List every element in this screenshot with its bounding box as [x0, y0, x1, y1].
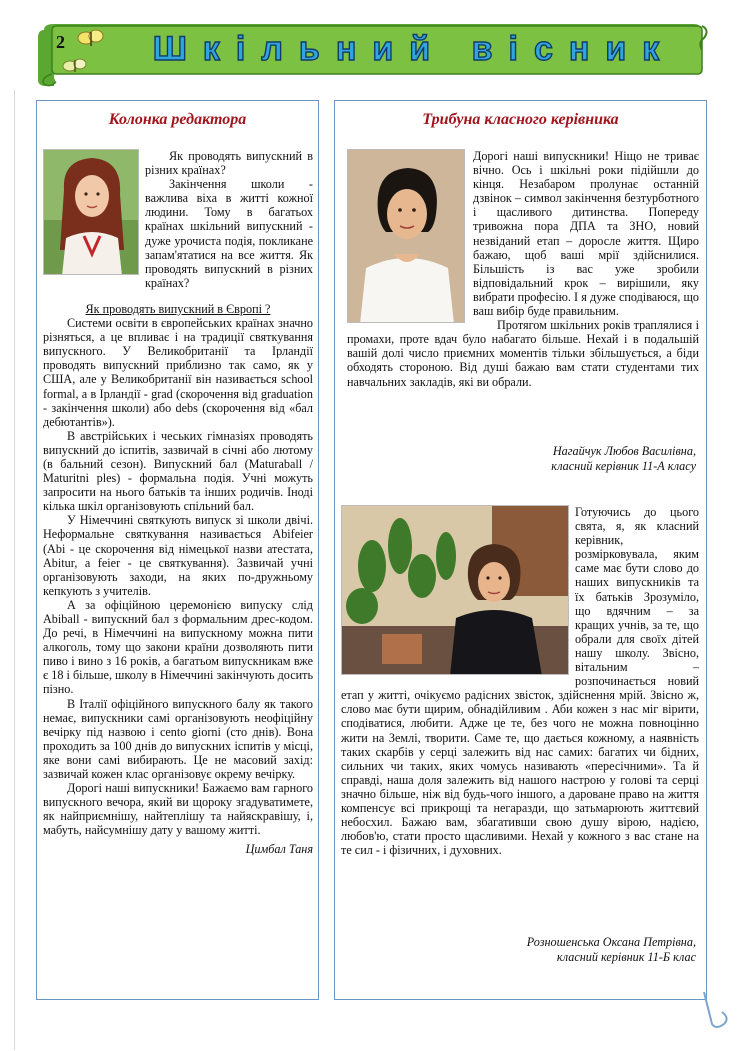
- header-banner: [34, 22, 710, 88]
- newspaper-title: Шкільний вісник: [152, 30, 676, 68]
- teacher-a-text: Дорогі наші випускники! Ніщо не триває вічно. Ось і шкільні роки підійшли до кінця. Незабаром пролунає останній дзвінок – символ закінчення безтурботного і щасливого дитинства. Попереду тривожна пора ДПА та ЗНО, новий незвіданий етап – доросле життя. Щиро бажаю, щоб ваші мрії здійснилися. Більшість із вас уже зробили відповідальний крок – вирішили, яку вибрати професію. І я дуже сподіваюся, що ваш вибір буде правильним. Протягом шкільних років траплялися і промахи, проте вдач було набагато більше. Нехай і в подальшій вашій долі число приємних моментів тільки збільшується, а біди обходять стороною. Від душі бажаю вам стати студентами тих навчальних закладів, які ви обрали.: [347, 149, 699, 389]
- girl-portrait-icon: [43, 149, 139, 275]
- teacher-b-text: Готуючись до цього свята, я, як класний керівник, розмірковувала, яким саме має бути слово до наших випускників та їх батьків Зрозуміло, що вдячним – за кращих учнів, за те, що обрали для своїх дітей нашу школу. Звісно, вітальним – розпочинається новий етап у житті, очікуємо радісних звісток, здійснення мрій. Звісно ж, слово має бути щирим, обнадійливим . Аби кожен з нас міг вірити, сподіватися, любити. Адже це те, без чого не можна повноцінно жити на Землі, творити. Саме те, що дається кожному, а наявність таких скарбів у серці залежить від нас самих: багатих чи бідних, сильних чи таких, яких чомусь називають «пересічними». Та й справді, наша доля залежить від нашого настрою у голові та серці значно більше, ніж від будь-чого іншого, а дароване право на життя компенсує всі прикрощі та негаразди, що затьмарюють життєвий небосхил. Бажаю вам, збагативши свою душу вірою, надією, любов'ю, стати просто щасливими. Нехай у кожного з вас стане на те сил - і фізичних, і духовних.: [341, 505, 699, 858]
- teacher-at-desk-photo-icon: [341, 505, 569, 675]
- editor-signature: Цимбал Таня: [245, 841, 313, 856]
- editor-intro: Як проводять випускний в різних країнах? Закінчення школи - важлива віха в житті кожної людини. Тому в багатьох країнах шкільний випускний - дуже урочиста подія, покликане запам'ятатися на все життя. Як проводять випускний в різних країнах?: [145, 149, 313, 290]
- editor-column-body: [43, 149, 313, 857]
- page-number: 2: [56, 32, 65, 52]
- teacher-a-signature: Нагайчук Любов Василівна, класний керівник 11-А класу: [551, 444, 696, 473]
- teacher-b-signature: Розношенська Оксана Петрівна, класний керівник 11-Б клас: [526, 935, 696, 964]
- europe-subheading: Як проводять випускний в Європі ?: [85, 301, 271, 316]
- class-teacher-column: [334, 100, 707, 1000]
- editor-column-heading: Колонка редактора: [108, 111, 247, 128]
- teacher-portrait-icon: [347, 149, 465, 323]
- class-teacher-heading: Трибуна класного керівника: [422, 111, 619, 128]
- scroll-curl-decoration: [700, 990, 732, 1030]
- editor-article: Системи освіти в європейських країнах значно різняться, а це впливає і на традиції святкування випускного. У Великобританії та Ірландії проводять випускний приблизно так само, як у США, але у Великобританії він називається school formal, а в Ірландії - grad (скорочення від graduation - закінчення школи) або debs (скорочення від «бал дебютантів»). В австрійських і чеських гімназіях проводять випускний до іспитів, зазвичай в січні або лютому (в бальний сезон). Випускний бал (Maturaball / Maturitni ples) - формальна подія. Учні можуть запросити на нього батьків та інших родичів. Іноді кілька шкіл організовують спільний бал. У Німеччині святкують випуск зі школи двічі. Неформальне святкування називається Abifeier (Abi - це скорочення від німецької назви атестата, Abitur, а feier - це святкування). Зазвичай учні організовують заходи, на яких по-дружньому кепкують з учителів. А за офіційною церемонією випуску слід Abiball - випускний бал з формальним дрес-кодом. До речі, в Німеччині на випускному можна пити алкоголь, тому що закони країни дозволяють пити пиво і вино з 16 років, а багатьом випускникам вже є 18 і більше, школу в Німеччині закінчують досить пізно. В Італії офіційного випускного балу як такого немає, випускники самі організовують неофіційну вечірку під назвою i cento giorni (сто днів). Вона проходить за 100 днів до випускних іспитів у місці, яке вони самі вибирають. Це не масовий захід: зазвичай кожен клас організовує окрему вечірку. Дорогі наші випускники! Бажаємо вам гарного випускного вечора, який ви щороку згадуватимете, як найприємнішу, найтеплішу та найяскравішу, і, мабуть, найсумнішу дату у вашому житті.: [43, 316, 314, 838]
- teacher-b-message: [341, 505, 699, 857]
- page-edge-line: [14, 90, 15, 1050]
- teacher-a-message: [347, 149, 699, 389]
- editor-column: [36, 100, 319, 1000]
